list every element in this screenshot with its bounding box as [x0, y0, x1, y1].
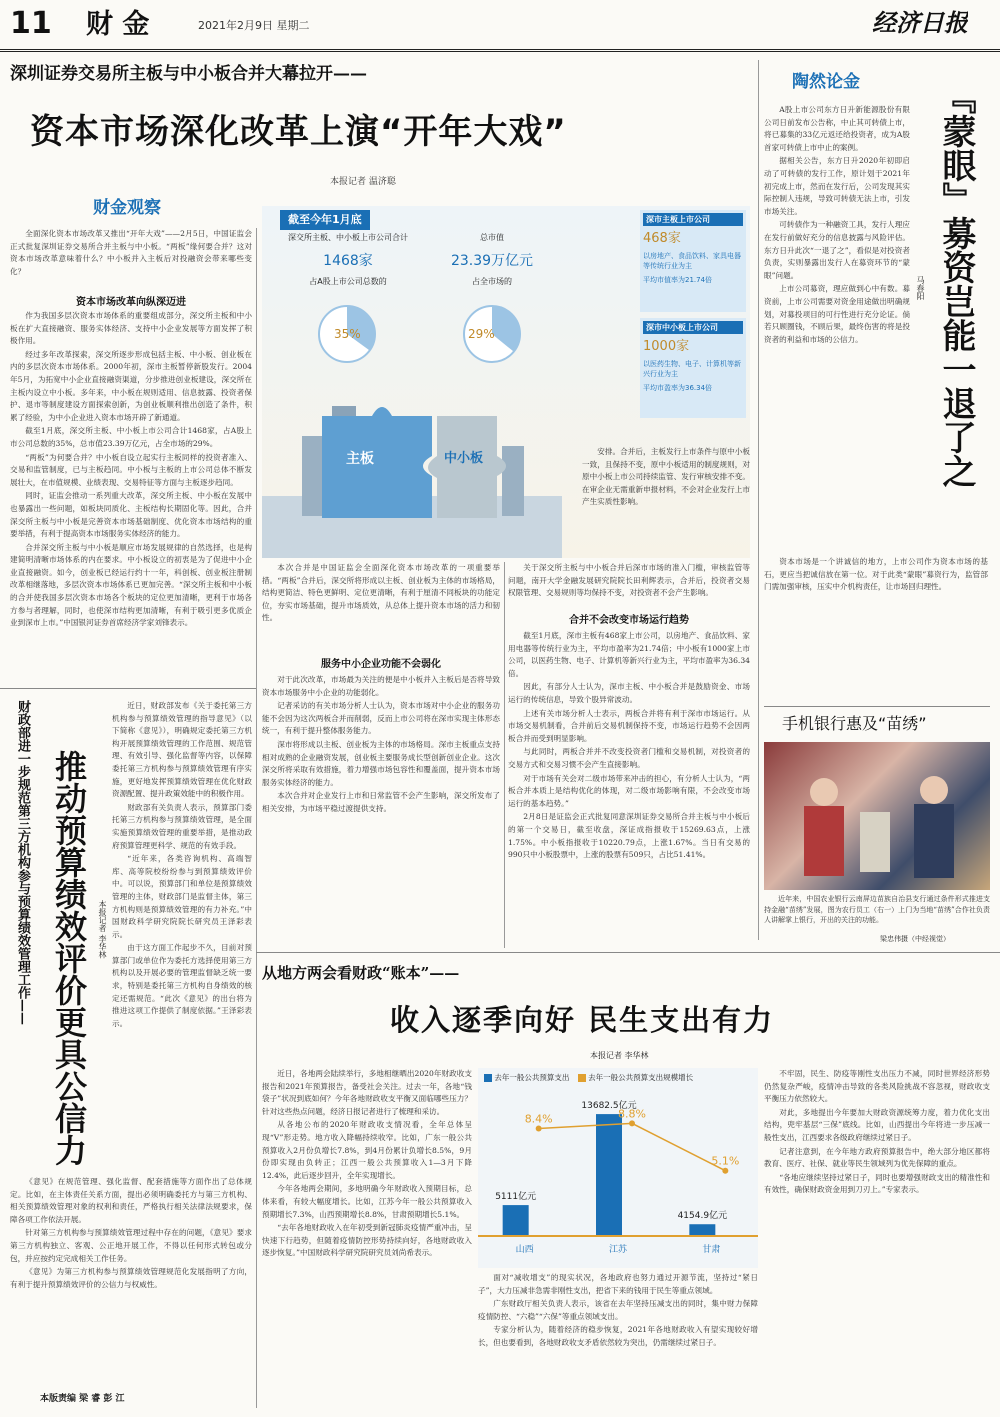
info-box-main-board	[640, 210, 746, 312]
article-3-kicker: 从地方两会看财政“账本”——	[262, 964, 460, 982]
legend-item: 去年一般公共预算支出	[494, 1073, 570, 1082]
paragraph: 由于这方面工作起步不久，目前对预算部门或单位作为委托方选择使用第三方机构以及开展必要的管理监督缺乏统一要求，特别是委托第三方机构自身绩效的核定还需规范。“此次《意见》的出台将为推进这项工作提供了制度依据。”王泽彩表示。	[112, 943, 252, 1028]
article-1-headline: 资本市场深化改革上演“开年大戏”	[30, 112, 567, 152]
article-1-lead	[10, 228, 252, 286]
commentary-body-top	[764, 104, 910, 552]
paragraph: 资本市场是一个讲诚信的地方，上市公司作为资本市场的基石，更应当把诚信放在第一位。对于此类“蒙眼”募资行为，监管部门需加强审核，压实中介机构责任，让市场回归理性。	[764, 557, 988, 592]
box-title: 深市主板上市公司	[643, 213, 743, 226]
newspaper-logo: 经济日报	[872, 8, 968, 37]
article-2-body-top	[112, 700, 252, 1170]
paragraph: 《意见》在规范管理、强化监督、配套措施等方面作出了总体规定。比如，在主体责任关系方面，提出必须明确委托方与第三方机构、相关预算绩效管理对象的权利和责任，严格执行相关法律法规要求，保障各项工作依法开展。	[10, 1177, 252, 1224]
puzzle-label-sme: 中小板	[444, 451, 484, 466]
paragraph: 《意见》为第三方机构参与预算绩效管理规范化发展指明了方向，有利于提升预算绩效评价的公信力与权威性。	[10, 1267, 252, 1289]
paragraph: 本次合并是中国证监会全面深化资本市场改革的一项重要举措。“两板”合并后，深交所将形成以主板、创业板为主体的市场格局，结构更简洁、特色更鲜明、定位更清晰，有利于厘清不同板块的功能定位，夯实市场基础，提升市场质效，从总体上提升资本市场的活力和韧性。	[262, 563, 500, 623]
subhead-1: 资本市场改革向纵深迈进	[76, 297, 186, 308]
pie-label-29: 29%	[468, 327, 495, 341]
pie-charts	[262, 296, 562, 376]
divider	[256, 228, 257, 688]
rate-label: 8.8%	[618, 1107, 646, 1121]
article-1-mid-col2	[262, 674, 500, 948]
paragraph: 针对第三方机构参与预算绩效管理过程中存在的问题，《意见》要求第三方机构独立、客观、公正地开展工作，不得以任何形式转包或分包，并应按约定完成相关工作任务。	[10, 1228, 252, 1263]
commentary-title: 『蒙眼』募资岂能一退了之	[936, 80, 976, 488]
paragraph: A股上市公司东方日升新能源股份有限公司日前发布公告称，中止其可转债上市，将已募集的33亿元返还给投资者，成为A股首家可转债上市中止的案例。	[764, 105, 910, 152]
article-1-col1	[10, 310, 252, 682]
divider	[256, 952, 1000, 953]
box-pe: 平均市值率为21.74倍	[643, 276, 713, 284]
article-3-mid-col	[478, 1272, 758, 1412]
article-1-right-col2	[508, 630, 750, 948]
article-3-left-col	[262, 1068, 472, 1412]
paragraph: 记者注意到，在今年地方政府预算报告中，绝大部分地区都将教育、医疗、社保、就业等民生领域列为优先保障的重点。	[764, 1146, 990, 1169]
issue-date: 2021年2月9日 星期二	[198, 19, 310, 32]
pie-label-35: 35%	[334, 327, 361, 341]
stat-value: 23.39万亿元	[450, 253, 534, 269]
column-name: 财金观察	[93, 198, 161, 218]
paragraph: 记者采访的有关市场分析人士认为，资本市场对中小企业的服务功能不会因为这次两板合并而削弱，反而上市公司将在深市实现主体形态统一，有利于提升整体服务能力。	[262, 701, 500, 736]
paragraph: 对于此次改革，市场最为关注的便是中小板并入主板后是否将导致资本市场服务中小企业的功能弱化。	[262, 675, 500, 697]
commentary-body-bottom	[764, 556, 988, 706]
paragraph: 作为我国多层次资本市场体系的重要组成部分，深交所主板和中小板在扩大直接融资、服务实体经济、支持中小企业发展等方面发挥了积极作用。	[10, 311, 252, 346]
paragraph: “去年各地财政收入在年初受到新冠肺炎疫情严重冲击，呈快速下行趋势，但随着疫情防控形势持续向好，各地财政收入逐步恢复。”中国财政科学研究院研究员刘尚希表示。	[262, 1223, 472, 1258]
article-1-kicker: 深圳证券交易所主板与中小板合并大幕拉开——	[10, 64, 367, 84]
photo-credit: 梁忠伟摄（中经视觉）	[880, 935, 950, 943]
category-label: 山西	[515, 1245, 534, 1255]
paragraph: 因此，有部分人士认为，深市主板、中小板合并是鼓励资金、市场运行的传统信息，导致个股异常波动。	[508, 682, 750, 704]
paragraph: 上市公司募资，理应做到心中有数。募资前，上市公司需要对资金用途做出明确规划，对募投项目的可行性进行充分论证。倘若只顾圈钱，不顾后果，最终伤害的将是投资者的利益和市场的公信力。	[764, 284, 910, 344]
paragraph: 从各地公布的2020年财政收支情况看，全年总体呈现“V”形走势。地方收入降幅持续收窄。比如，广东一般公共预算收入2月份负增长7.8%，到4月份累计负增长8.5%，9月份即实现由负转正；江西一般公共预算收入1—3月下降12.4%，此后逐步回升，全年实现增长。	[262, 1120, 472, 1180]
bar-value-label: 13682.5亿元	[581, 1101, 637, 1112]
box-title: 深市中小板上市公司	[643, 321, 743, 334]
photo-news-caption	[764, 894, 990, 938]
photo-news-image	[764, 742, 990, 890]
paragraph: 截至1月底，深交所主板、中小板上市公司合计1468家，占A股上市公司总数的35%，总市值23.39万亿元，占全市场的29%。	[10, 426, 252, 448]
box-count: 1000家	[643, 339, 690, 354]
paragraph: “各地应继续坚持过紧日子，同时也要增强财政支出的精准性和有效性，确保财政资金用到刀刃上。”专家表示。	[764, 1172, 990, 1195]
bar-甘肃	[689, 1224, 715, 1236]
rate-point	[536, 1125, 542, 1131]
divider	[0, 688, 256, 689]
bar-value-label: 4154.9亿元	[677, 1211, 728, 1222]
divider	[758, 60, 759, 940]
paragraph: 上述有关市场分析人士表示，两板合并将有利于深市市场运行。从市场交易机制看，合并前后交易机制保持不变，市场运行趋势不会因两板合并而受到明显影响。	[508, 708, 750, 743]
rate-line	[539, 1123, 726, 1170]
paragraph: 财政部有关负责人表示，预算部门委托第三方机构参与预算绩效管理，是全面实施预算绩效管理的重要举措，是推动政府预算管理更科学、规范的有效手段。	[112, 802, 252, 850]
caption-text: 近年来，中国农业银行云南屏边苗族自治县支行通过条件形式推进支持金融“苗绣”发展，图为农行员工（右一）上门为当地“苗绣”合作社负责人讲解掌上银行，开出的关注的功能。	[764, 895, 990, 924]
article-1-right-col	[508, 562, 750, 606]
commentary-column-badge: 陶然论金	[792, 72, 860, 92]
paragraph: 关于深交所主板与中小板合并后深市市场的准入门槛，审核监管等问题，南开大学金融发展研究院院长田利辉表示，合并后，投资者交易权限管理、交易规则等均保持不变，对投资者不会产生影响。	[508, 563, 750, 598]
bar-chart	[478, 1068, 758, 1268]
article-2-subtitle: 财政部进一步规范第三方机构参与预算绩效管理工作——	[15, 700, 30, 1025]
rate-point	[722, 1168, 728, 1174]
paragraph: 对此，多地提出今年要加大财政资源统筹力度，着力优化支出结构，兜牢基层“三保”底线。比如，山西提出今年将进一步压减一般性支出，江西要求各级政府继续过紧日子。	[764, 1107, 990, 1142]
article-1-byline: 本报记者 温济聪	[330, 177, 396, 187]
paragraph: 合并深交所主板与中小板是顺应市场发展规律的自然选择，也是构建简明清晰市场体系的内在要求。中小板设立的初衷是为了促进中小企业直接融资。如今，创业板已经运行约十一年，科创板、创业板注册制改革相继落地，多层次资本市场体系已更加完善。“深交所主板和中小板的合并使我国多层次资本市场各个板块的定位更加清晰，更利于市场各方参与者理解，同时，也使深市结构更加清晰，有利于吸引更多优质企业到深市上市。”中国银河证券首席经济学家刘锋表示。	[10, 542, 252, 628]
rate-point	[629, 1120, 635, 1126]
box-pe: 平均市盈率为36.34倍	[643, 384, 713, 392]
rate-label: 8.4%	[524, 1112, 553, 1126]
category-label: 甘肃	[702, 1245, 721, 1255]
bar-山西	[503, 1205, 529, 1236]
infographic-title: 截至今年1月底	[280, 210, 370, 230]
paragraph: 同时，证监会推动一系列重大改革，深交所主板、中小板在发展中也暴露出一些问题，如板块同质化、主板结构长期固化等。因此，合并深交所主板与中小板是完善资本市场基础制度、优化资本市场结构的重要举措，有利于提高资本市场服务实体经济的能力。	[10, 491, 252, 539]
box-sectors: 以房地产、食品饮料、家具电器等传统行业为主	[643, 252, 741, 270]
article-2-body-bottom	[10, 1176, 252, 1386]
paragraph: 2月8日是证监会正式批复同意深圳证券交易所合并主板与中小板后的第一个交易日，截至收盘，深证成指报收于15269.63点，上涨1.75%。中小板指报收于10220.79点，上涨1.67%。当日有交易的990只中小板股票中，上涨的股票有509只，占比51.41%。	[508, 812, 750, 860]
divider	[504, 562, 505, 948]
paragraph: 今年各地两会期间，多地明确今年财政收入预期目标，总体来看，有较大幅度增长。比如，江苏今年一般公共预算收入预期增长7.3%，山西预期增长8.8%，甘肃预期增长5.1%。	[262, 1184, 472, 1219]
page-header	[0, 0, 1000, 52]
stat-label: 深交所主板、中小板上市公司合计	[288, 233, 408, 242]
stat-note: 占全市场的	[472, 277, 512, 286]
category-label: 江苏	[608, 1245, 628, 1255]
paragraph: “近年来，各类咨询机构、高端智库、高等院校纷纷参与到预算绩效评价中。可以说，预算部门和单位是预算绩效管理的主体，财政部门是监督主体，第三方机构则是预算绩效管理的有力补充。”中国财政科学研究院院长研究员王泽彩表示。	[112, 854, 252, 939]
photo-news-title: 手机银行惠及“苗绣”	[782, 714, 927, 733]
section-name: 财 金	[86, 9, 150, 40]
page-number: 11	[10, 6, 52, 41]
stat-block-count	[278, 232, 418, 288]
article-3-right-col	[764, 1068, 990, 1412]
divider	[764, 706, 990, 707]
bar-value-label: 5111亿元	[495, 1192, 537, 1203]
paragraph: 截至1月底，深市主板有468家上市公司，以房地产、食品饮料、家用电器等传统行业为主，平均市盈率为21.74倍；中小板有1000家上市公司，以医药生物、电子、计算机等新兴行业为主，平均市盈率为36.34倍。	[508, 631, 750, 678]
paragraph: 与此同时，两板合并并不改变投资者门槛和交易机制，对投资者的交易方式和交易习惯不会产生直接影响。	[508, 747, 750, 769]
legend-item: 去年一般公共预算支出规模增长	[588, 1073, 694, 1082]
paragraph: 深市将形成以主板、创业板为主体的市场格局。深市主板重点支持相对成熟的企业融资发展，创业板主要服务成长型创新创业企业。这次深交所将采取有效措施，着力增强市场包容性和覆盖面，提升资本市场服务实体经济的能力。	[262, 739, 500, 787]
paragraph: 据相关公告，东方日升2020年初即启动了可转债的发行工作，原计划于2021年初完成上市，然而在发行后，公司发现其实际控制人违规，导致可转债无法上市，引发市场关注。	[764, 156, 910, 216]
article-3-byline: 本报记者 李华林	[590, 1051, 649, 1060]
bar-江苏	[596, 1114, 622, 1236]
lead-paragraph: 全面深化资本市场改革又推出“开年大戏”——2月5日，中国证监会正式批复深圳证券交易所合并主板与中小板。“两板”缘何要合并？这对资本市场改革意味着什么？中小板并入主板后对投融资会带来哪些变化？	[10, 229, 252, 276]
stat-note: 占A股上市公司总数的	[309, 277, 387, 286]
stat-label: 总市值	[480, 233, 504, 242]
photo-placeholder-icon	[764, 742, 990, 890]
paragraph: 广东财政厅相关负责人表示，该省在去年坚持压减支出的同时，集中财力保障疫情防控、“六稳”“六保”等重点领域支出。	[478, 1299, 758, 1321]
article-2-byline: 本报记者 李华林	[98, 900, 107, 959]
box-count: 468家	[643, 231, 681, 246]
puzzle-label-main: 主板	[346, 451, 374, 467]
rate-label: 5.1%	[711, 1154, 740, 1168]
subhead-2: 服务中小企业功能不会弱化	[321, 659, 441, 670]
box-sectors: 以医药生物、电子、计算机等新兴行业为主	[643, 360, 741, 378]
commentary-author: 马春阳	[916, 276, 925, 300]
paragraph: 本次合并对企业发行上市和日常监管不会产生影响，深交所发布了相关安排，为市场平稳过渡提供支持。	[262, 791, 500, 813]
paragraph: 近日，各地两会陆续举行，多地相继晒出2020年财政收支报告和2021年预算报告，备受社会关注。过去一年，各地“钱袋子”状况到底如何？今年各地财政收支平衡又面临哪些压力？针对这些热点问题，经济日报记者进行了梳理和采访。	[262, 1069, 472, 1116]
stat-block-mv	[432, 232, 552, 288]
paragraph: 经过多年改革探索，深交所逐步形成包括主板、中小板、创业板在内的多层次资本市场体系。2000年初，深市主板暂停新股发行。2004年5月，为拓宽中小企业直接融资渠道，分步推进创业板建设，深交所在主板内设立中小板。多年来，中小板在规则适用、信息披露、投资者保护、退市等制度建设方面探索创新，为创业板顺利推出创造了条件，积累了经验，为中小企业进入资本市场开辟了新通道。	[10, 349, 252, 422]
paragraph: “两板”为何要合并？中小板自设立起实行主板同样的投资者准入、交易和监管制度，已与主板趋同。中小板与主板的上市公司总体不断发展壮大，在市值规模、业绩表现、交易特征等方面与主板逐步趋同。	[10, 452, 252, 487]
paragraph: 对于市场有关会对二级市场带来冲击的担心，有分析人士认为，“两板合并本质上是结构优化的体现，对二级市场影响有限，不会改变市场运行的基本趋势。”	[508, 773, 750, 808]
page-editors: 本版责编 梁 睿 彭 江	[40, 1394, 125, 1404]
article-1-mid-col	[262, 562, 500, 646]
paragraph: 专家分析认为，随着经济的稳步恢复，2021年各地财政收入有望实现较好增长，但也要看到，各地财政收支矛盾依然较为突出，仍需继续过紧日子。	[478, 1325, 758, 1347]
article-1-right-top	[582, 446, 750, 564]
chart-plot	[478, 1068, 758, 1268]
paragraph: 近日，财政部发布《关于委托第三方机构参与预算绩效管理的指导意见》（以下简称《意见》），明确规定委托第三方机构开展预算绩效管理的工作范围、规范管理、有效引导、强化监督等内容，以保障委托第三方机构参与预算绩效管理有序实施，更好地发挥预算绩效管理在优化财政资源配置、提升政策效能中的积极作用。	[112, 701, 252, 799]
column-badge	[62, 196, 192, 220]
paragraph: 不牢固，民生、防疫等刚性支出压力不减，同时世界经济形势仍然复杂严峻，疫情冲击导致的各类风险挑战不容忽视，财政收支平衡压力依然较大。	[764, 1069, 990, 1104]
stat-value: 1468家	[323, 253, 373, 269]
paragraph: 可转债作为一种融资工具，发行人理应在发行前做好充分的信息披露与风险评估。东方日升此次“一退了之”，看似是对投资者负责，实则暴露出发行人在募资环节的“蒙眼”问题。	[764, 220, 910, 280]
divider	[256, 688, 257, 1408]
subhead-3: 合并不会改变市场运行趋势	[569, 615, 689, 626]
article-3-headline: 收入逐季向好 民生支出有力	[390, 1003, 775, 1037]
paragraph: 面对“减收增支”的现实状况，各地政府也努力通过开源节流，坚持过“紧日子”，大力压减非急需非刚性支出，把省下来的钱用于民生等重点领域。	[478, 1273, 758, 1295]
article-2-headline: 推动预算绩效评价更具公信力	[50, 750, 88, 1166]
paragraph: 安排。合并后，主板发行上市条件与原中小板一致，且保持不变，原中小板适用的制度规则，对原中小板上市公司持续监管、发行审核安排不变。在审企业无需重新申报材料，不会对企业发行上市产生实质性影响。	[582, 447, 750, 507]
